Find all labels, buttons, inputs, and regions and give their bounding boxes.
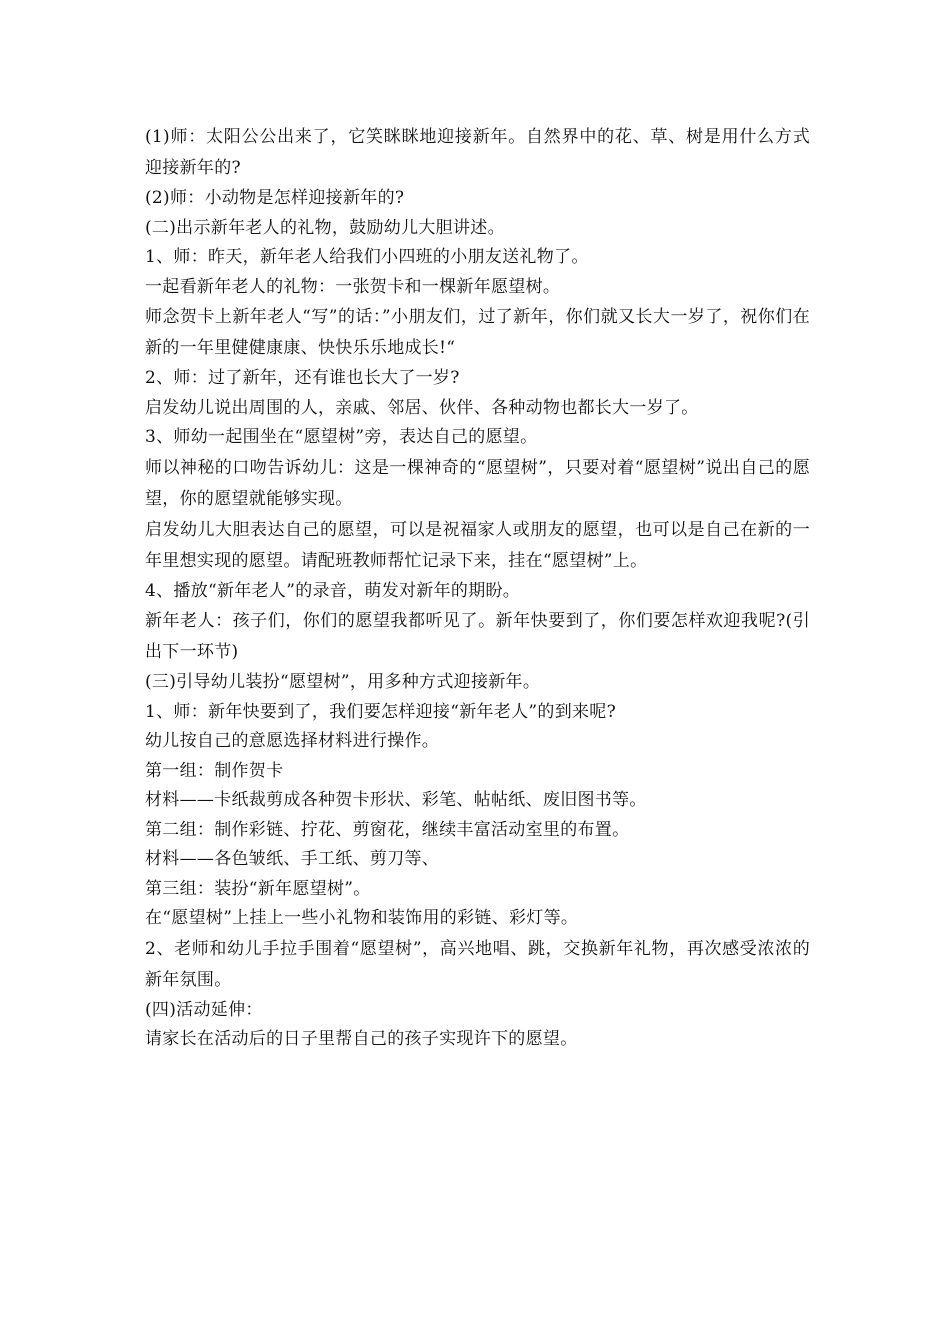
group-3-detail: 在“愿望树”上挂上一些小礼物和装饰用的彩链、彩灯等。 <box>145 908 579 928</box>
paragraph-1: (1)师：太阳公公出来了，它笑眯眯地迎接新年。自然界中的花、草、树是用什么方式迎接新年的? <box>145 127 810 178</box>
paragraph-3: 1、师：昨天，新年老人给我们小四班的小朋友送礼物了。 <box>145 247 589 267</box>
document-body <box>145 122 810 1055</box>
group-3-heading: 第三组：装扮“新年愿望树”。 <box>145 878 371 899</box>
paragraph-12: 新年老人：孩子们，你们的愿望我都听见了。新年快要到了，你们要怎样欢迎我呢?(引出下一环节) <box>145 611 810 662</box>
paragraph-14: 幼儿按自己的意愿选择材料进行操作。 <box>145 731 440 751</box>
group-1-materials: 材料——卡纸裁剪成各种贺卡形状、彩笔、帖帖纸、废旧图书等。 <box>145 790 647 810</box>
paragraph-7: 启发幼儿说出周围的人，亲戚、邻居、伙伴、各种动物也都长大一岁了。 <box>145 397 699 418</box>
paragraph-11: 4、播放“新年老人”的录音，萌发对新年的期盼。 <box>145 580 521 601</box>
paragraph-2: (2)师：小动物是怎样迎接新年的? <box>145 188 405 208</box>
paragraph-15: 2、老师和幼儿手拉手围着“愿望树”，高兴地唱、跳，交换新年礼物，再次感受浓浓的新年氛围。 <box>145 938 810 990</box>
paragraph-16: 请家长在活动后的日子里帮自己的孩子实现许下的愿望。 <box>145 1029 578 1049</box>
group-2-heading: 第二组：制作彩链、拧花、剪窗花，继续丰富活动室里的布置。 <box>145 819 630 840</box>
group-1-heading: 第一组：制作贺卡 <box>145 760 284 781</box>
paragraph-10: 启发幼儿大胆表达自己的愿望，可以是祝福家人或朋友的愿望，也可以是自己在新的一年里想实现的愿望。请配班教师帮忙记录下来，挂在“愿望树”上。 <box>145 519 810 571</box>
paragraph-4: 一起看新年老人的礼物：一张贺卡和一棵新年愿望树。 <box>145 276 561 297</box>
section-heading-2: (二)出示新年老人的礼物，鼓励幼儿大胆讲述。 <box>145 217 505 238</box>
section-heading-4: (四)活动延伸： <box>145 999 263 1020</box>
paragraph-9: 师以神秘的口吻告诉幼儿：这是一棵神奇的“愿望树”，只要对着“愿望树”说出自己的愿望，你的愿望就能够实现。 <box>145 457 810 509</box>
group-2-materials: 材料——各色皱纸、手工纸、剪刀等、 <box>145 849 440 869</box>
paragraph-5: 师念贺卡上新年老人“写”的话：”小朋友们，过了新年，你们就又长大一岁了，祝你们在新的一年里健健康康、快快乐乐地成长!“ <box>145 307 810 358</box>
paragraph-13: 1、师：新年快要到了，我们要怎样迎接“新年老人”的到来呢? <box>145 701 617 722</box>
paragraph-8: 3、师幼一起围坐在“愿望树”旁，表达自己的愿望。 <box>145 427 538 447</box>
paragraph-6: 2、师：过了新年，还有谁也长大了一岁? <box>145 368 460 388</box>
section-heading-3: (三)引导幼儿装扮“愿望树”，用多种方式迎接新年。 <box>145 672 541 692</box>
